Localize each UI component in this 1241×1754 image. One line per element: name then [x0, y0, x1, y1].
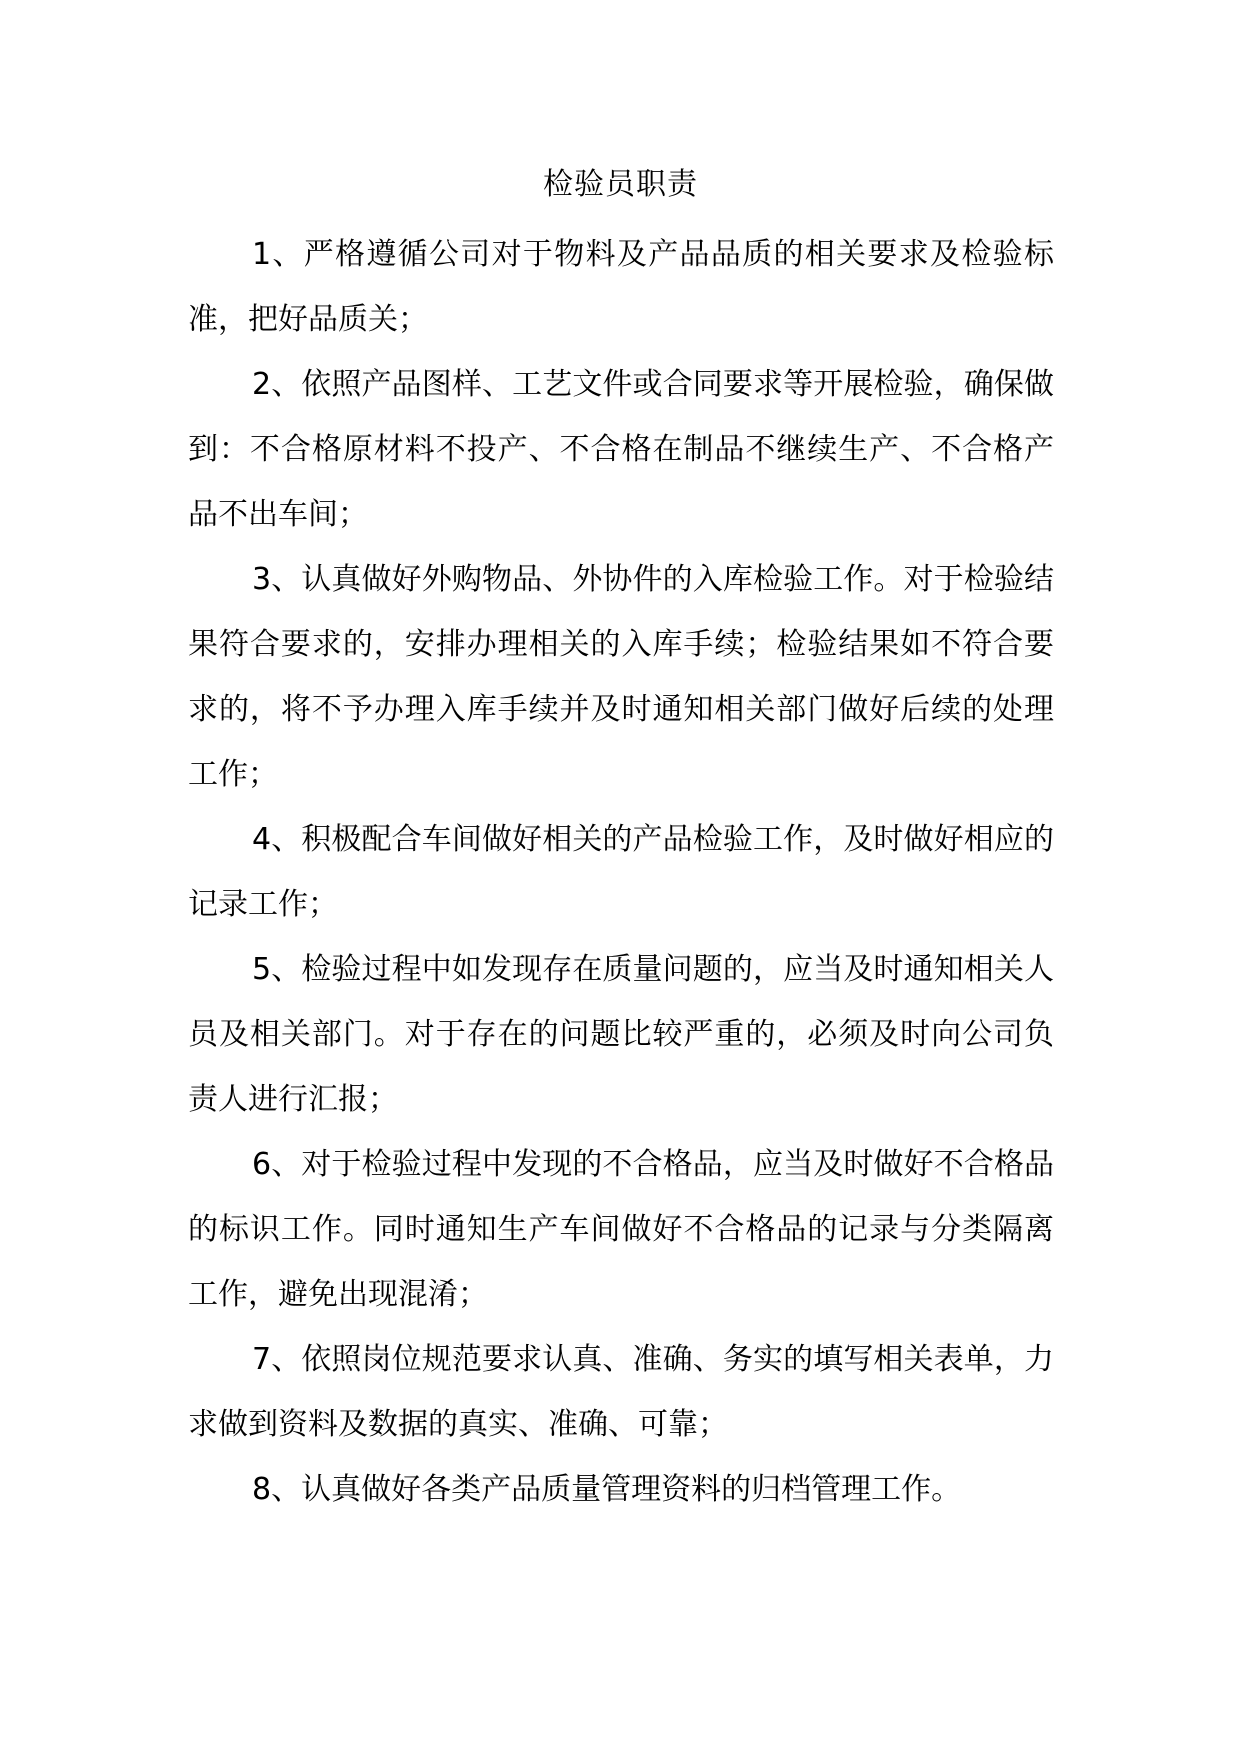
- document-title: 检验员职责: [543, 167, 698, 202]
- duty-item-4: 4、积极配合车间做好相关的产品检验工作，及时做好相应的记录工作；: [188, 822, 1054, 922]
- duty-item-5: 5、检验过程中如发现存在质量问题的，应当及时通知相关人员及相关部门。对于存在的问题比较严重的，必须及时向公司负责人进行汇报；: [188, 952, 1054, 1117]
- duty-item-2: 2、依照产品图样、工艺文件或合同要求等开展检验，确保做到：不合格原材料不投产、不合格在制品不继续生产、不合格产品不出车间；: [188, 367, 1054, 532]
- duty-item-1: 1、严格遵循公司对于物料及产品品质的相关要求及检验标准，把好品质关；: [188, 237, 1054, 337]
- document-body: [188, 222, 1054, 1522]
- duty-item-8: 8、认真做好各类产品质量管理资料的归档管理工作。: [252, 1472, 962, 1507]
- duty-item-3: 3、认真做好外购物品、外协件的入库检验工作。对于检验结果符合要求的，安排办理相关的入库手续；检验结果如不符合要求的，将不予办理入库手续并及时通知相关部门做好后续的处理工作；: [188, 562, 1054, 792]
- duty-item-7: 7、依照岗位规范要求认真、准确、务实的填写相关表单，力求做到资料及数据的真实、准确、可靠；: [188, 1342, 1054, 1442]
- duty-item-6: 6、对于检验过程中发现的不合格品，应当及时做好不合格品的标识工作。同时通知生产车间做好不合格品的记录与分类隔离工作，避免出现混淆；: [188, 1147, 1054, 1312]
